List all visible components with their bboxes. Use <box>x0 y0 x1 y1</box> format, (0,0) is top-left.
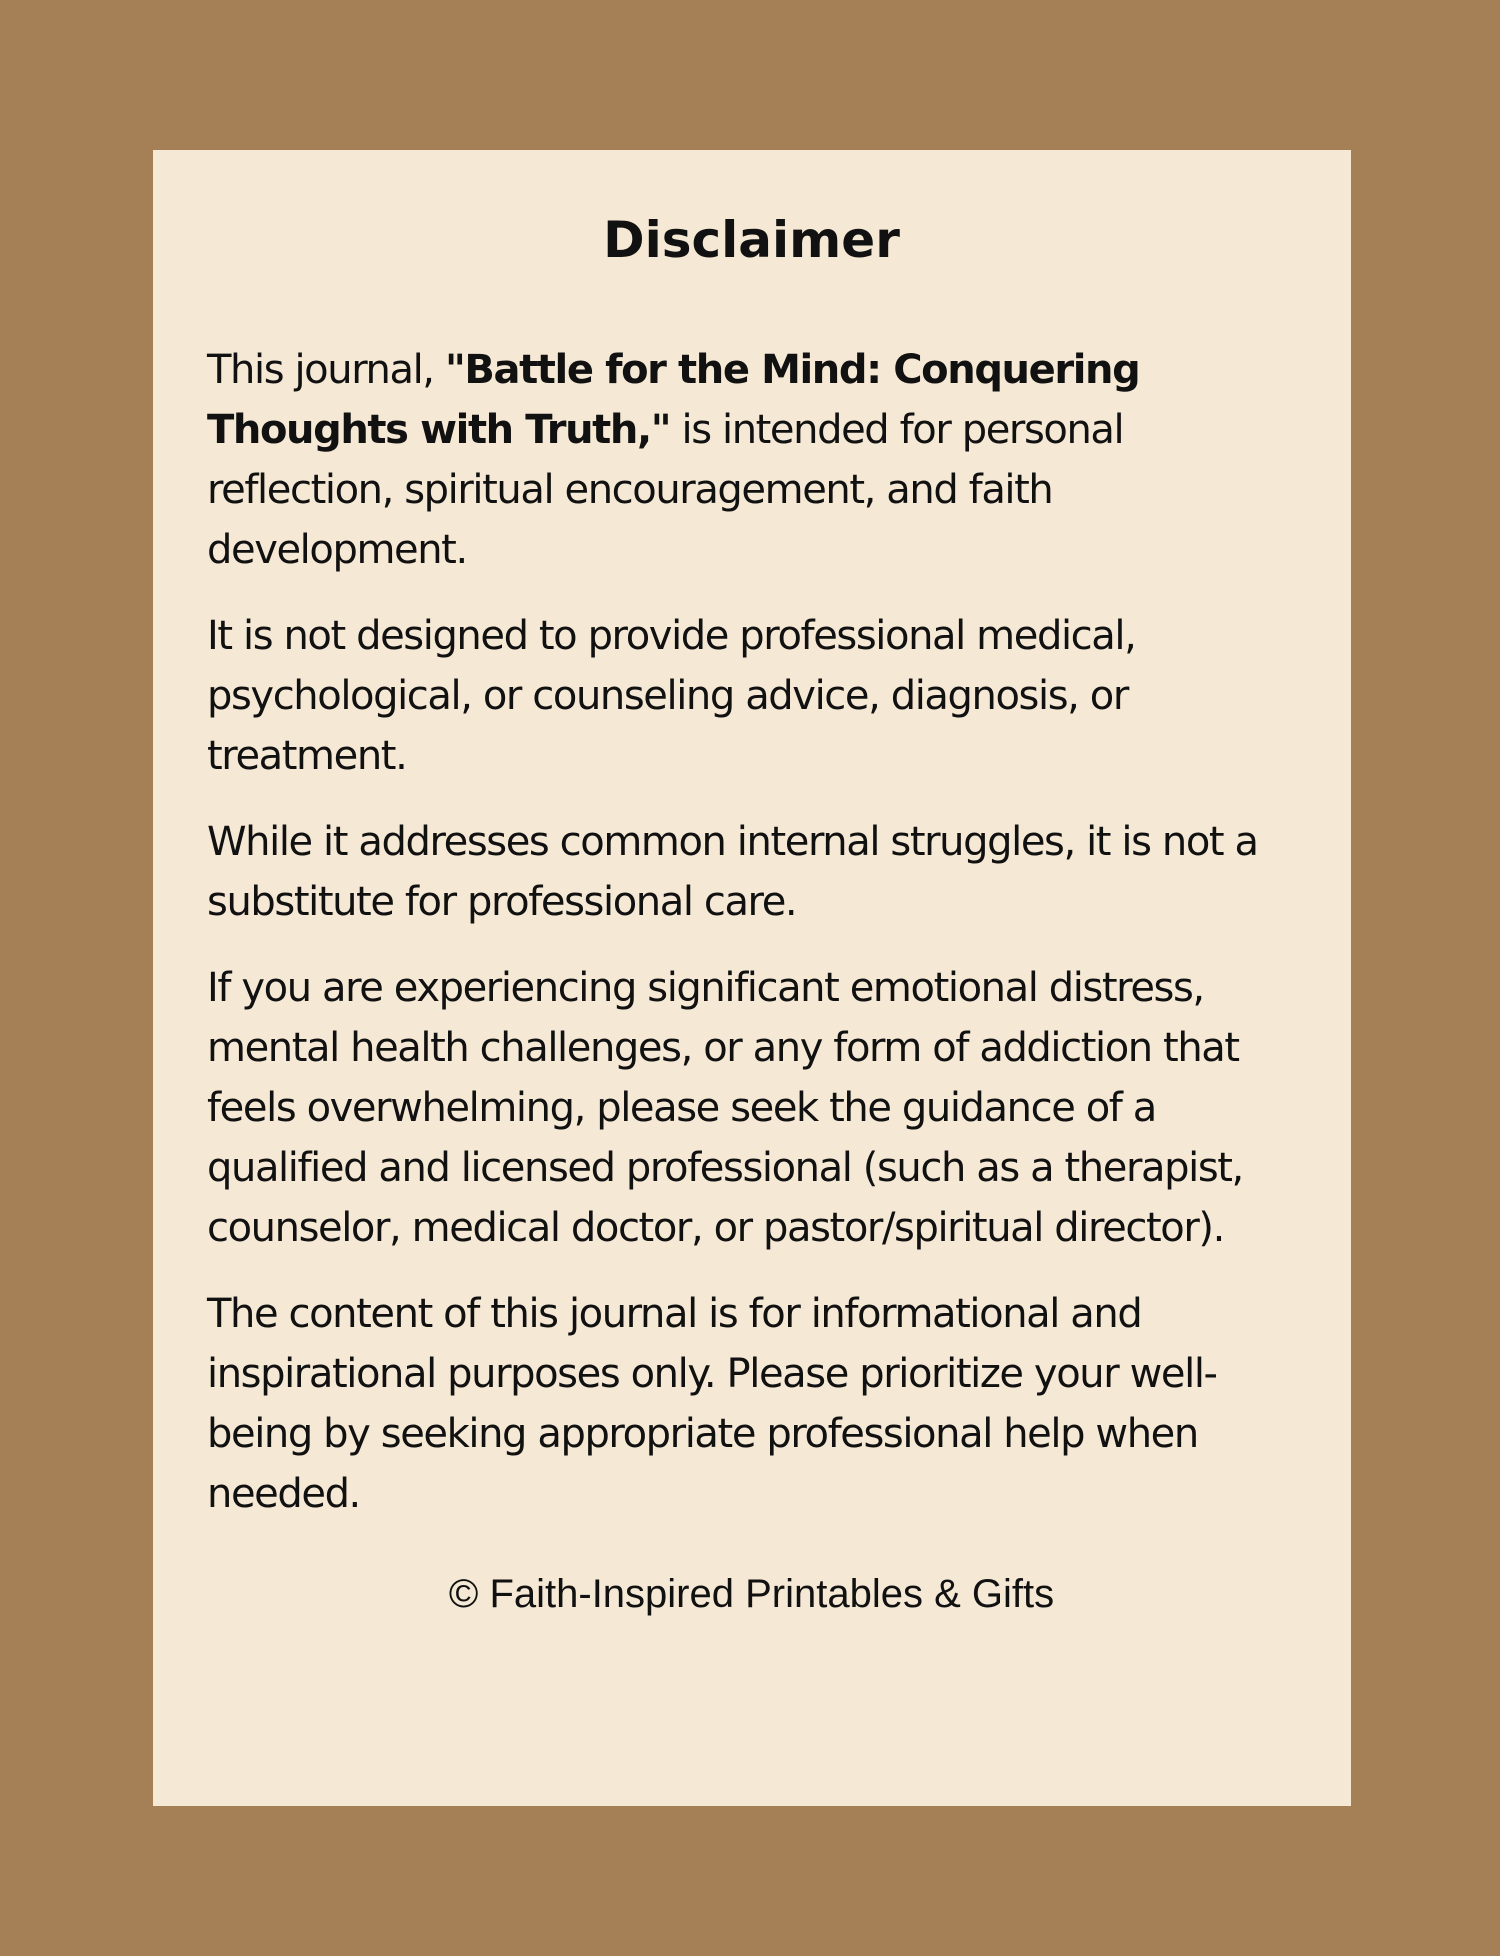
disclaimer-panel <box>153 150 1351 1806</box>
intro-prefix: This journal, <box>207 347 445 393</box>
paragraph-not-substitute: While it addresses common internal struggles, it is not a substitute for professional care. <box>207 819 1258 925</box>
paragraph-informational-purposes: The content of this journal is for informational and inspirational purposes only. Please prioritize your well-being by seeking appropriate professional help when needed. <box>207 1291 1217 1517</box>
intro-suffix: is intended for personal reflection, spiritual encouragement, and faith development. <box>207 407 1124 573</box>
paragraph-not-professional-advice: It is not designed to provide professional medical, psychological, or counseling advice, diagnosis, or treatment. <box>207 613 1136 779</box>
journal-title: "Battle for the Mind: Conquering Thoughts with Truth," <box>207 347 1140 453</box>
copyright-footer: © Faith-Inspired Printables & Gifts <box>448 1572 1055 1616</box>
intro-paragraph <box>207 340 1296 580</box>
page-title: Disclaimer <box>603 211 900 269</box>
paragraph-seek-help: If you are experiencing significant emotional distress, mental health challenges, or any form of addiction that feels overwhelming, please seek the guidance of a qualified and licensed professional (such as a therapist, counselor, medical doctor, or pastor/spiritual director). <box>207 965 1243 1251</box>
